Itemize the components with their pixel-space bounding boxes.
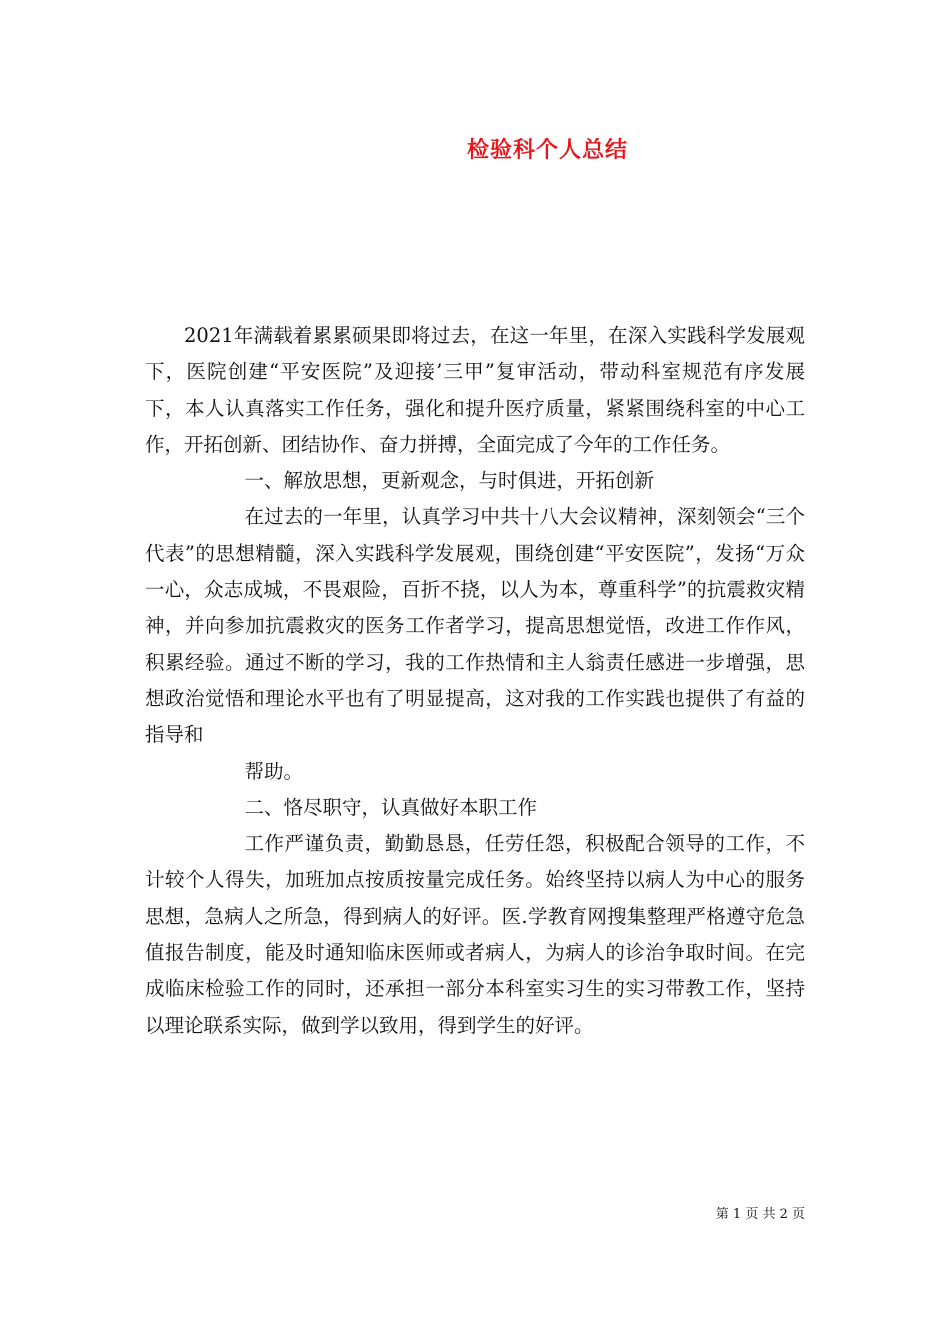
document-body	[145, 318, 805, 1044]
document-title: 检验科个人总结	[466, 137, 628, 163]
section-heading-1: 一、解放思想，更新观念，与时俱进，开拓创新	[244, 469, 654, 493]
paragraph-intro: 2021年满载着累累硕果即将过去，在这一年里，在深入实践科学发展观下，医院创建“平安医院”及迎接’三甲”复审活动，带动科室规范有序发展下，本人认真落实工作任务，强化和提升医疗质量，紧紧围绕科室的中心工作，开拓创新、团结协作、奋力拼搏，全面完成了今年的工作任务。	[145, 324, 805, 456]
paragraph-section-2: 工作严谨负责，勤勤恳恳，任劳任怨，积极配合领导的工作，不计较个人得失，加班加点按质按量完成任务。始终坚持以病人为中心的服务思想，急病人之所急，得到病人的好评。医.学教育网搜集整理严格遵守危急值报告制度，能及时通知临床医师或者病人，为病人的诊治争取时间。在完成临床检验工作的同时，还承担一部分本科室实习生的实习带教工作，坚持以理论联系实际，做到学以致用，得到学生的好评。	[145, 832, 805, 1037]
paragraph-section-1: 在过去的一年里，认真学习中共十八大会议精神，深刻领会“三个代表”的思想精髓，深入实践科学发展观，围绕创建“平安医院”，发扬“万众一心，众志成城，不畏艰险，百折不挠，以人为本，尊重科学”的抗震救灾精神，并向参加抗震救灾的医务工作者学习，提高思想觉悟，改进工作作风，积累经验。通过不断的学习，我的工作热情和主人翁责任感进一步增强，思想政治觉悟和理论水平也有了明显提高，这对我的工作实践也提供了有益的指导和	[145, 505, 805, 747]
paragraph-continuation: 帮助。	[244, 759, 303, 783]
page-number-footer: 第 1 页 共 2 页	[715, 1207, 805, 1222]
section-heading-2: 二、恪尽职守，认真做好本职工作	[244, 795, 537, 819]
